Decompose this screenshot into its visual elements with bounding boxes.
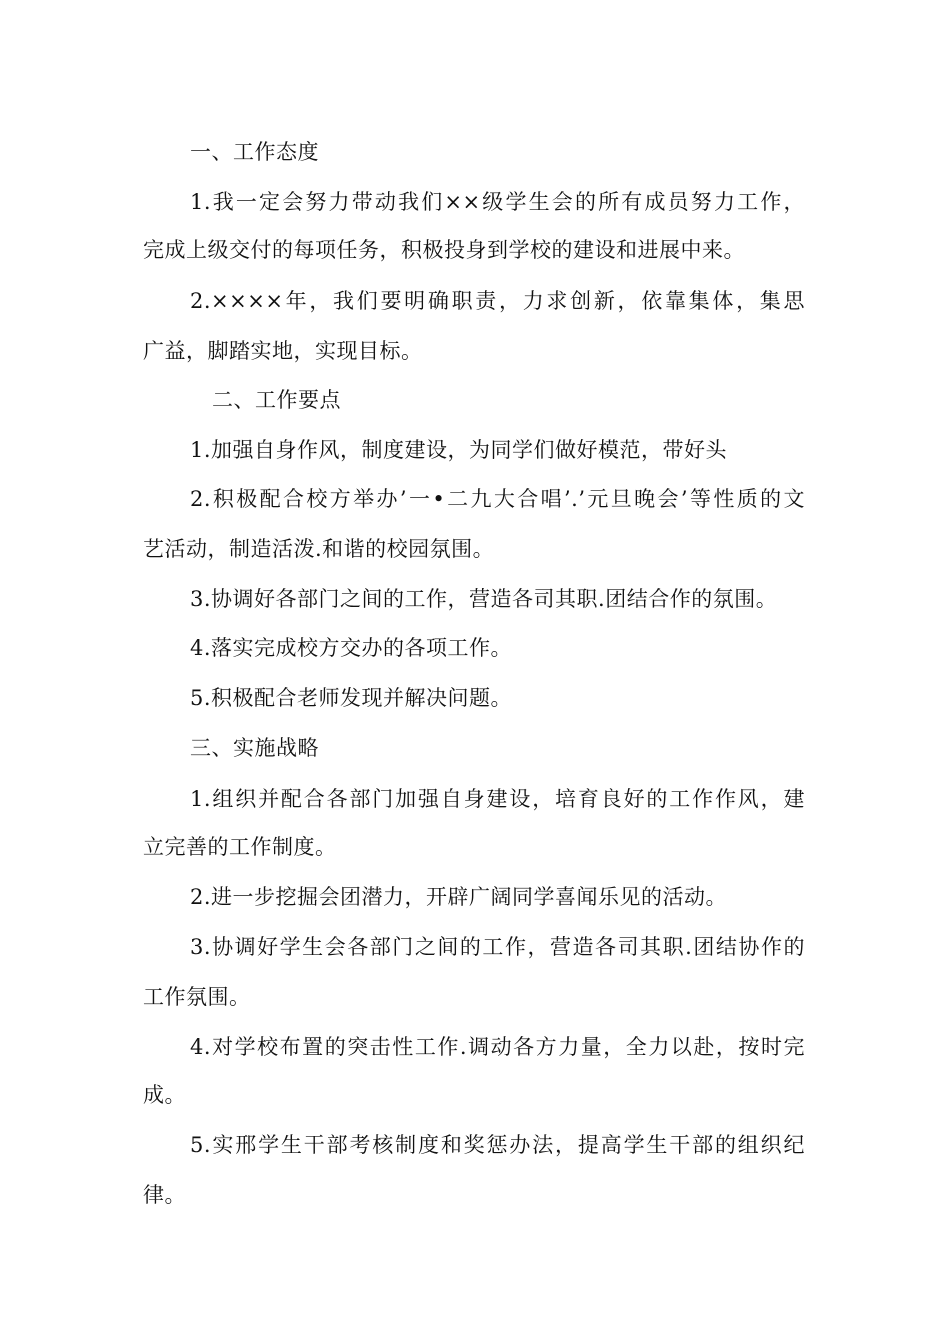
paragraph-line: 2.进一步挖掘会团潜力，开辟广阔同学喜闻乐见的活动。 — [190, 885, 728, 909]
paragraph-line: 广益，脚踏实地，实现目标。 — [143, 339, 423, 363]
paragraph-line: 2.××××年，我们要明确职责，力求创新，依靠集体，集思 — [190, 289, 805, 313]
paragraph-line: 5.积极配合老师发现并解决问题。 — [190, 686, 513, 710]
paragraph-line: 艺活动，制造活泼.和谐的校园氛围。 — [143, 537, 495, 561]
paragraph-line: 4.落实完成校方交办的各项工作。 — [190, 636, 513, 660]
paragraph-line: 3.协调好学生会各部门之间的工作，营造各司其职.团结协作的 — [190, 935, 805, 959]
paragraph-line: 成。 — [143, 1083, 186, 1107]
section-heading-implementation-strategy: 三、实施战略 — [190, 736, 319, 760]
paragraph-line: 1.组织并配合各部门加强自身建设，培育良好的工作作风，建 — [190, 787, 805, 811]
paragraph-line: 工作氛围。 — [143, 985, 251, 1009]
paragraph-line: 3.协调好各部门之间的工作，营造各司其职.团结合作的氛围。 — [190, 587, 778, 611]
paragraph-line: 4.对学校布置的突击性工作.调动各方力量，全力以赴，按时完 — [190, 1035, 805, 1059]
section-heading-work-attitude: 一、工作态度 — [190, 140, 319, 164]
paragraph-line: 立完善的工作制度。 — [143, 835, 337, 859]
paragraph-line: 1.加强自身作风，制度建设，为同学们做好模范，带好头 — [190, 438, 728, 462]
paragraph-line: 2.积极配合校方举办’一•二九大合唱’.’元旦晚会’等性质的文 — [190, 487, 805, 511]
section-heading-work-points: 二、工作要点 — [212, 388, 341, 412]
paragraph-line: 完成上级交付的每项任务，积极投身到学校的建设和进展中来。 — [143, 238, 745, 262]
paragraph-line: 1.我一定会努力带动我们××级学生会的所有成员努力工作， — [190, 190, 805, 214]
paragraph-line: 5.实邢学生干部考核制度和奖惩办法，提高学生干部的组织纪 — [190, 1133, 805, 1157]
paragraph-line: 律。 — [143, 1183, 186, 1207]
